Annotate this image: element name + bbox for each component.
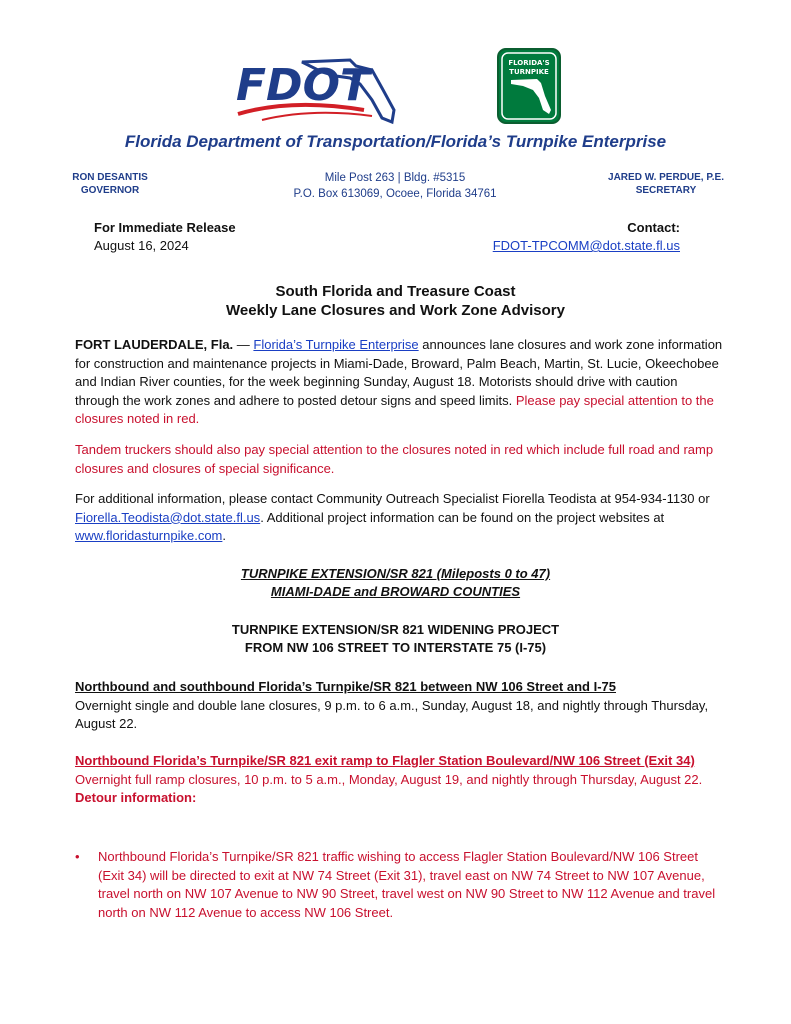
address-line-2: P.O. Box 613069, Ocoee, Florida 34761 <box>293 188 497 200</box>
intro-text: announces lane closures and work zone information for construction and maintenance projects in Miami-Dade, Broward, Palm Beach, Martin, St. Lucie, Okeechobee and Indian River counties, for the week beginning Sunday, August 18. Motorists should drive with caution through the work zones and adhere to posted detour signs and speed limits. <box>75 337 723 408</box>
governor-block <box>60 171 160 197</box>
contact-text-c: . <box>222 528 227 543</box>
turnpike-logo <box>497 48 561 124</box>
release-label: For Immediate Release <box>94 220 236 235</box>
contact-text-b: . Additional project information can be found on the project websites at <box>260 509 665 525</box>
detour-bullet-text: Northbound Florida’s Turnpike/SR 821 traffic wishing to access Flagler Station Boulevard/NW 106 Street (Exit 34) will be directed to exit at NW 74 Street (Exit 31), travel east on NW 74 Street to NW 107 Avenue, travel north on NW 107 Avenue to NW 90 Street, travel west on NW 90 Street to NW 112 Avenue and travel north on NW 112 Avenue to access NW 106 Street. <box>98 849 716 920</box>
governor-name: RON DESANTIS <box>72 172 148 183</box>
specialist-email-link[interactable]: Fiorella.Teodista@dot.state.fl.us <box>75 509 261 525</box>
closure-2-heading: Northbound Florida’s Turnpike/SR 821 exit ramp to Flagler Station Boulevard/NW 106 Street (Exit 34) <box>75 753 695 768</box>
svg-text:FLORIDA'S: FLORIDA'S <box>508 59 550 67</box>
closure-2-text: Overnight full ramp closures, 10 p.m. to 5 a.m., Monday, August 19, and nightly through Thursday, August 22. <box>75 771 703 787</box>
detour-label: Detour information: <box>75 790 197 805</box>
closure-2 <box>75 752 725 808</box>
closure-1-text: Overnight single and double lane closures, 9 p.m. to 6 a.m., Sunday, August 18, and nightly through Thursday, August 22. <box>75 697 709 731</box>
dateline: FORT LAUDERDALE, Fla. <box>75 337 234 352</box>
detour-bullet <box>75 848 725 922</box>
closure-1 <box>75 678 725 734</box>
section-heading-line-2: MIAMI-DADE and BROWARD COUNTIES <box>270 584 521 599</box>
section-heading-line-1: TURNPIKE EXTENSION/SR 821 (Mileposts 0 to 47) <box>240 566 551 581</box>
project-heading-line-1: TURNPIKE EXTENSION/SR 821 WIDENING PROJECT <box>231 622 560 637</box>
fdot-logo <box>232 48 402 126</box>
release-block <box>94 219 236 255</box>
website-link[interactable]: www.floridasturnpike.com <box>75 528 223 543</box>
secretary-block <box>596 171 736 197</box>
secretary-title: SECRETARY <box>635 185 697 196</box>
secretary-name: JARED W. PERDUE, P.E. <box>608 172 724 183</box>
contact-label: Contact: <box>627 220 680 235</box>
contact-text-a: For additional information, please contact Community Outreach Specialist Fiorella Teodista at 954-934-1130 or <box>75 491 710 506</box>
contact-block <box>440 219 680 255</box>
project-heading <box>0 621 791 657</box>
address-block <box>260 170 530 202</box>
address-line-1: Mile Post 263 | Bldg. #5315 <box>324 172 466 184</box>
project-heading-line-2: FROM NW 106 STREET TO INTERSTATE 75 (I-75) <box>244 640 547 655</box>
dateline-dash: — <box>233 337 254 352</box>
turnpike-enterprise-link[interactable]: Florida’s Turnpike Enterprise <box>253 337 419 352</box>
contact-email-link[interactable]: FDOT-TPCOMM@dot.state.fl.us <box>492 238 680 253</box>
agency-title: Florida Department of Transportation/Florida’s Turnpike Enterprise <box>124 132 667 151</box>
headline-line-1: South Florida and Treasure Coast <box>275 283 516 300</box>
fdot-logo-text: FDOT <box>236 60 370 111</box>
intro-red-note: Please pay special attention to the closures noted in red. <box>75 392 714 426</box>
section-heading <box>0 565 791 601</box>
governor-title: GOVERNOR <box>80 185 140 196</box>
headline <box>0 282 791 320</box>
intro-paragraph <box>75 336 725 429</box>
svg-text:TURNPIKE: TURNPIKE <box>509 68 549 76</box>
headline-line-2: Weekly Lane Closures and Work Zone Advisory <box>226 302 565 319</box>
contact-paragraph <box>75 490 725 546</box>
bullet-icon: • <box>75 849 80 864</box>
tandem-truckers-note: Tandem truckers should also pay special attention to the closures noted in red which include full road and ramp closures and closures of special significance. <box>75 442 714 476</box>
release-date: August 16, 2024 <box>94 238 189 253</box>
closure-1-heading: Northbound and southbound Florida’s Turnpike/SR 821 between NW 106 Street and I-75 <box>75 679 616 694</box>
